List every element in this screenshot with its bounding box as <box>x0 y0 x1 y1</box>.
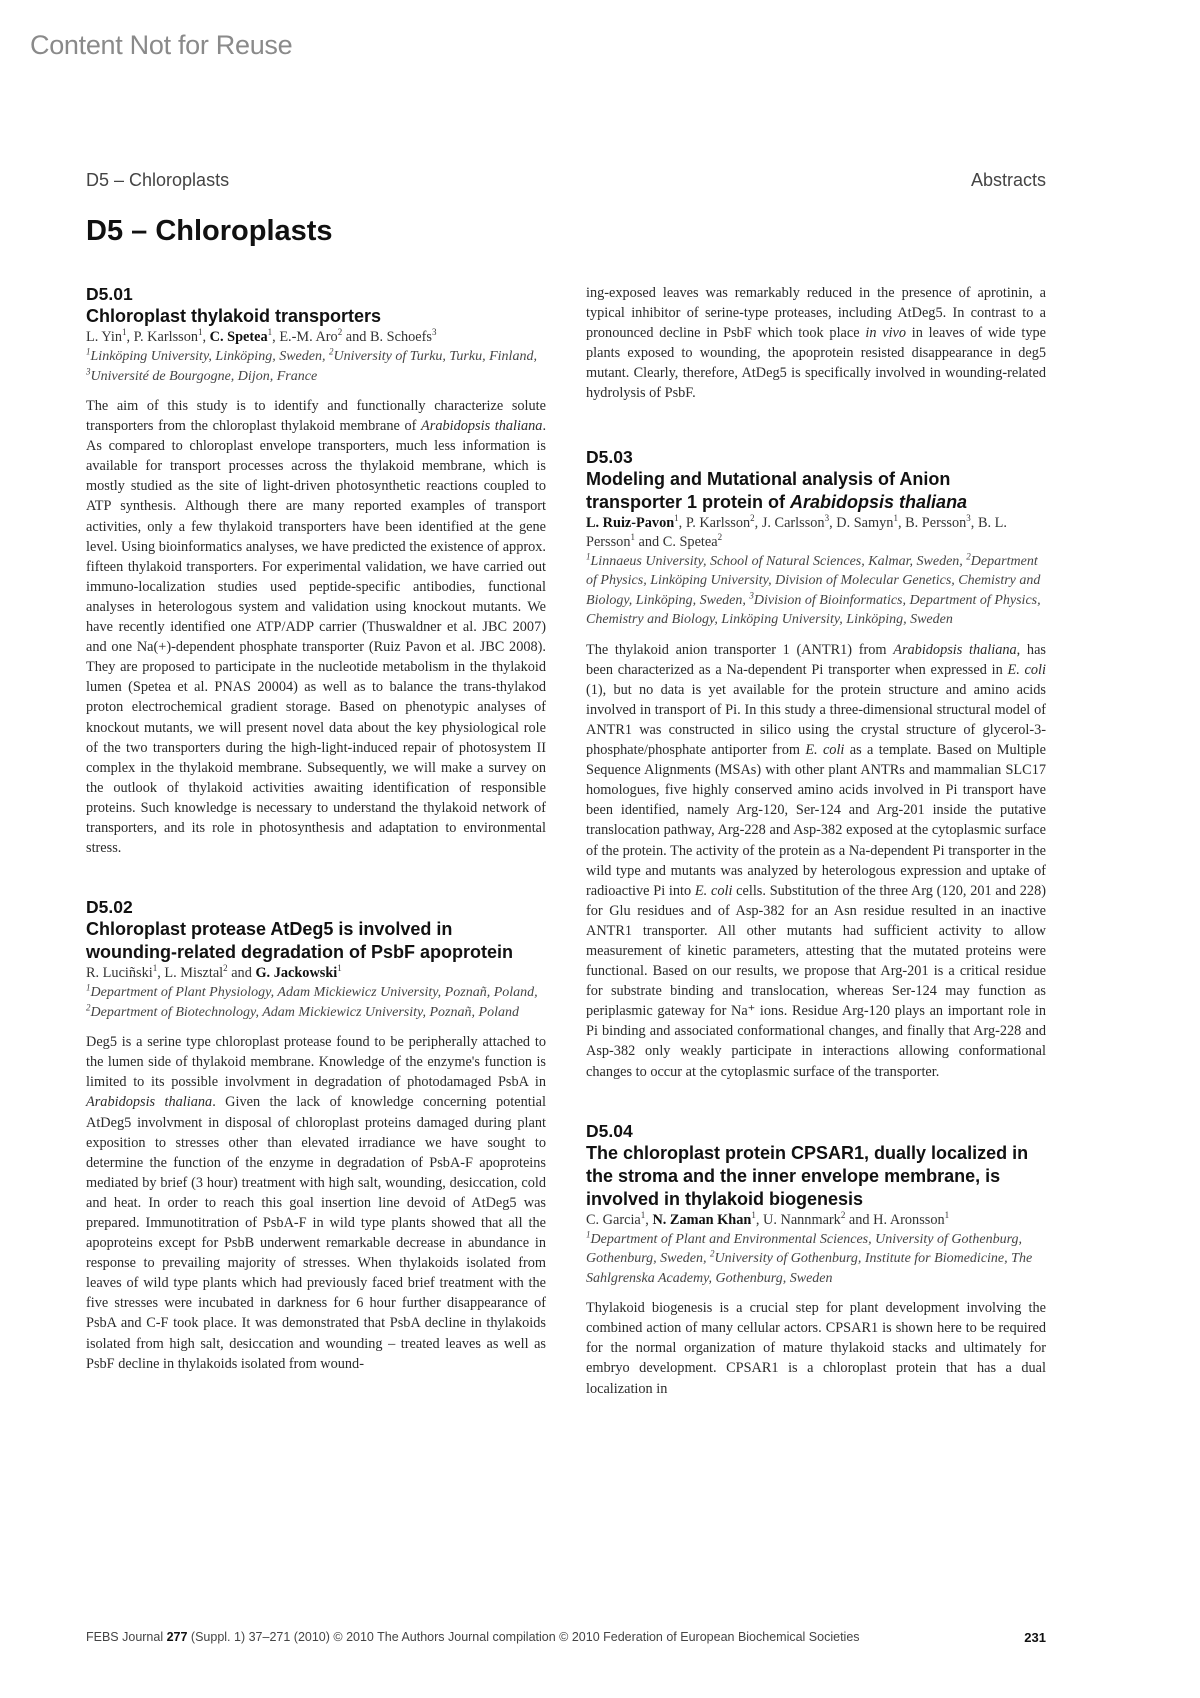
author-list: R. Luciñski$^1$, L. Misztal$^2$ and G. Jackowski$^1$ <box>86 963 342 982</box>
author-name: C. Garcia <box>586 1211 641 1228</box>
affiliations: $^1$Department of Plant Physiology, Adam Mickiewicz University, Poznañ, Poland, $^2$Department of Biotechnology, Adam Mickiewicz University, Poznañ, Poland <box>86 982 538 1020</box>
author-name: B. Persson <box>905 514 967 531</box>
abstract-title: Chloroplast thylakoid transporters <box>86 306 382 326</box>
affiliations: $^1$Department of Plant and Environmental Sciences, University of Gothenburg, Gothenburg, Sweden, $^2$University of Gothenburg, Institute for Biomedicine, The Sahlgrenska Academy, Gothenburg, Sweden <box>586 1228 1033 1286</box>
watermark: Content Not for Reuse <box>30 30 293 60</box>
affiliations: $^1$Linköping University, Linköping, Sweden, $^2$University of Turku, Turku, Finland, $^3$Université de Bourgogne, Dijon, France <box>86 346 537 384</box>
author-list: L. Ruiz-Pavon$^1$, P. Karlsson$^2$, J. Carlsson$^3$, D. Samyn$^1$, B. Persson$^3$, B. L. Persson$^1$ and C. Spetea$^2$ <box>586 512 1007 550</box>
abstract-title <box>586 468 1046 514</box>
abstract-body-part2: ing-exposed leaves was remarkably reduced in the presence of aprotinin, a typical inhibitor of serine-type proteases, including AtDeg5. In contrast to a pronounced decline in PsbF which took place in vivo in leaves of wide type plants exposed to wounding, the apoprotein resisted disappearance in deg5 mutant. Clearly, therefore, AtDeg5 is specifically involved in wounding-related hydrolysis of PsbF. <box>586 285 1047 402</box>
author-name: J. Carlsson <box>761 514 825 531</box>
abstract-body: Thylakoid biogenesis is a crucial step for plant development involving the combined action of many cellular actors. CPSAR1 is shown here to be required for the normal organization of mature thylakoid stacks and ultimately for embryo development. CPSAR1 is a chloroplast protein that has a dual localization in <box>586 1300 1046 1397</box>
author-name: B. Schoefs <box>369 329 432 345</box>
affiliations: $^1$Linnaeus University, School of Natural Sciences, Kalmar, Sweden, $^2$Department of Physics, Linköping University, Division of Molecular Genetics, Chemistry and Biology, Linköping, Sweden, $^3$Division of Bioinformatics, Department of Physics, Chemistry and Biology, Linköping University, Linköping, Sweden <box>586 550 1041 628</box>
abstract-body: The aim of this study is to identify and functionally characterize solute transporters from the chloroplast thylakoid membrane of Arabidopsis thaliana. As compared to chloroplast envelope transporters, much less information is available for transport processes across the thylakoid membrane, which is mostly studied as the site of light-driven photosynthetic reactions coupled to ATP synthesis. Although there are many reported examples of transport activities, only a few thylakoid transporters have been identified at the gene level. Using bioinformatics analyses, we have predicted the existence of approx. fifteen thylakoid transporters. For experimental validation, we have carried out immuno-localization studies used peptide-specific antibodies, functional analyses in heterologous system and validation using knockout mutants. We have recently identified one ATP/ADP carrier (Thuswaldner et al. JBC 2007) and one Na(+)-dependent phosphate transporter (Ruiz Pavon et al. JBC 2008). They are proposed to participate in the nucleotide metabolism in the thylakoid lumen (Spetea et al. PNAS 20004) as well as to balance the trans-thylakod proton electrochemical gradient storage. Based on phenotypic analyses of knockout mutants, we will present novel data about the key physiological role of the two transporters during the high-light-induced repair of photosystem II complex in the thylakoid membrane. Subsequently, we will make a survey on the outlook of thylakoid activities awaiting identification of responsible proteins. Such knowledge is necessary to understand the thylakoid network of transporters, and its role in photosynthesis and adaptation to environmental stress. <box>86 398 547 857</box>
abstract-d5-03 <box>586 446 1046 1082</box>
author-name: R. Luciñski <box>86 965 153 982</box>
author-name: P. Karlsson <box>133 329 199 345</box>
abstract-d5-02 <box>86 896 546 1374</box>
abstract-id: D5.02 <box>86 897 133 918</box>
running-head-left: D5 – Chloroplasts <box>86 170 230 190</box>
author-list: L. Yin$^1$, P. Karlsson$^1$, C. Spetea$^1$, E.-M. Aro$^2$ and B. Schoefs$^3$ <box>86 327 437 345</box>
page-footer <box>86 1630 1046 1645</box>
abstract-d5-01 <box>86 283 546 858</box>
author-name: L. Misztal <box>164 965 224 982</box>
left-column <box>86 283 546 1412</box>
abstract-id: D5.03 <box>586 446 633 467</box>
author-name: L. Ruiz-Pavon <box>586 514 675 531</box>
abstract-title: Chloroplast protease AtDeg5 is involved in wounding-related degradation of PsbF apoprotein <box>86 919 513 963</box>
author-name: C. Spetea <box>209 329 268 345</box>
running-head <box>86 170 1046 191</box>
volume-number: 277 <box>166 1630 188 1644</box>
title-text: Modeling and Mutational analysis of Anion transporter 1 protein of <box>586 468 951 512</box>
author-name: U. Nannmark <box>763 1211 841 1228</box>
author-name: H. Aronsson <box>873 1211 945 1228</box>
author-name: C. Spetea <box>662 533 718 550</box>
author-name: G. Jackowski <box>255 965 338 982</box>
abstract-id: D5.04 <box>586 1120 633 1141</box>
abstract-d5-04 <box>586 1120 1046 1399</box>
abstract-body: The thylakoid anion transporter 1 (ANTR1) from Arabidopsis thaliana, has been characterized as a Na-dependent Pi transporter when expressed in E. coli (1), but no data is yet available for the protein structure and amino acids involved in transport of Pi. In this study a three-dimensional structural model of ANTR1 was constructed in silico using the crystal structure of glycerol-3-phosphate/phosphate antiporter from E. coli as a template. Based on Multiple Sequence Alignments (MSAs) with other plant ANTRs and mammalian SLC17 homologues, five highly conserved amino acids involved in Pi transport have been identified, namely Arg-120, Ser-124 and Arg-201 inside the putative translocation pathway, Arg-228 and Asp-382 exposed at the cytoplasmic surface of the protein. The activity of the protein as a Na-dependent Pi transporter in the wild type and mutants was analyzed by heterologous expression and uptake of radioactive Pi into E. coli cells. Substitution of the three Arg (120, 201 and 228) for Glu residues and of Asp-382 for an Asn residue resulted in an inactive ANTR1 transporter. All other mutants had sufficient activity to allow measurement of kinetic parameters, attesting that the mutated proteins were functional. Based on our results, we propose that Arg-201 is a critical residue for substrate binding and translocation, whereas Ser-124 may function as periplasmic gateway for Na⁺ ions. Residue Arg-120 plays an important role in Pi binding and associated conformational changes, and finally that Arg-228 and Asp-382 only weakly participate in interactions allowing conformational changes to occur at the cytoplasmic surface of the transporter. <box>586 641 1046 1080</box>
author-name: E.-M. Aro <box>279 329 338 345</box>
author-list: C. Garcia$^1$, N. Zaman Khan$^1$, U. Nannmark$^2$ and H. Aronsson$^1$ <box>586 1209 950 1228</box>
author-name: P. Karlsson <box>685 514 751 531</box>
title-species-italic: Arabidopsis thaliana <box>790 491 968 512</box>
abstract-title: The chloroplast protein CPSAR1, dually localized in the stroma and the inner envelope membrane, is involved in thylakoid biogenesis <box>586 1142 1029 1209</box>
section-title: D5 – Chloroplasts <box>86 215 333 247</box>
abstract-d5-02-continued <box>586 283 1046 404</box>
abstract-body-part1: Deg5 is a serine type chloroplast protease found to be peripherally attached to the lumen side of thylakoid membrane. Knowledge of the enzyme's function is limited to its possible involvment in degradation of photodamaged PsbA in Arabidopsis thaliana. Given the lack of knowledge concerning potential AtDeg5 involvment in disposal of chloroplast proteins damaged during plant exposition to stresses other than elevated irradiance we have sought to determine the function of the enzyme in degradation of PsbA-F apoproteins mediated by brief (3 hour) treatment with high salt, wounding, desiccation, cold and heat. In order to reach this goal insertion line devoid of AtDeg5 was prepared. Immunotitration of PsbA-F in wild type plants showed that all the apoproteins except for PsbB underwent remarkable decrease in abundance in response to prevailing majority of stresses. When thylakoids isolated from leaves of wild type plants which had previously faced brief treatment with the five stresses were incubated in darkness for 6 hour further disappearance of PsbA and C-F took place. It was demonstrated that PsbA decline in thylakoids isolated from high salt, desiccation and wounding – treated leaves as well as PsbF decline in thylakoids isolated from wound- <box>86 1034 547 1372</box>
author-name: N. Zaman Khan <box>652 1211 752 1228</box>
abstract-id: D5.01 <box>86 284 133 304</box>
author-name: B. L. Persson <box>586 514 1007 550</box>
journal-citation: FEBS Journal 277 (Suppl. 1) 37–271 (2010) © 2010 The Authors Journal compilation © 2010 Federation of European Biochemical Societies <box>86 1630 860 1644</box>
page-number: 231 <box>1024 1630 1046 1645</box>
running-head-right: Abstracts <box>970 170 1046 190</box>
author-name: D. Samyn <box>836 514 894 531</box>
author-name: L. Yin <box>86 329 123 345</box>
right-column <box>586 283 1046 1437</box>
